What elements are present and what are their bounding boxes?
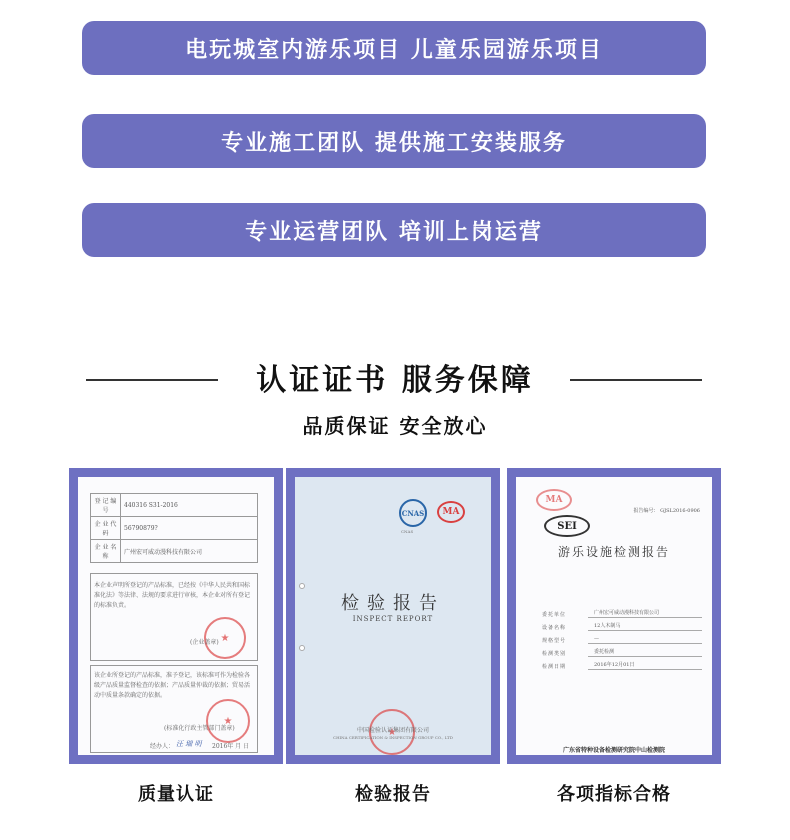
table-row [91,540,258,563]
binder-hole-icon [299,645,305,651]
feature-banner-2: 专业施工团队 提供施工安装服务 [82,114,706,168]
field-key: 检测类别 [542,651,567,657]
report-fields [542,605,702,670]
table-row [91,494,258,517]
report-number: 报告编号： GJSL2016-0906 [633,508,700,514]
section-subtitle: 品质保证 安全放心 [302,414,488,438]
certificate-caption-standards: 各项指标合格 [557,784,671,805]
feature-banner-3: 专业运营团队 培训上岗运营 [82,203,706,257]
row-key: 企 业 代 码 [91,517,121,540]
list-item [542,605,702,618]
table-row [91,517,258,540]
field-value: — [588,636,702,644]
cnas-logo-caption: CNAS [401,529,414,534]
row-key: 企 业 名 称 [91,540,121,563]
field-value: 2016年12月01日 [588,661,702,670]
certificate-caption-inspection: 检验报告 [355,784,431,805]
declaration-text: 本企业声明所登记的产品标准，已经按《中华人民共和国标准化法》等法律、法规的要求进行审核，本企业对所有登记的标准负责。 [94,582,251,609]
issue-date: 2016年 月 日 [212,743,250,750]
inspection-report-cover [295,477,491,755]
certificate-document [78,477,274,755]
row-value: 广州宏可威动漫科技有限公司 [121,540,258,563]
issuing-organization-en: CHINA CERTIFICATION & INSPECTION GROUP CO., LTD [333,735,453,740]
registration-table [90,493,258,563]
issuing-organization: 中国检验认证集团有限公司 [356,727,429,734]
handler-label: 经办人： [150,743,175,750]
field-value: 12人木制马 [588,622,702,631]
ma-stamp-icon: MA [536,489,572,511]
company-seal-label: (企业盖章) [190,639,219,646]
field-key: 委托单位 [542,612,567,618]
section-title: 认证证书 服务保障 [256,363,534,398]
list-item [542,631,702,644]
field-key: 设备名称 [542,625,567,631]
authority-seal-icon [206,699,250,743]
report-title: 游乐设施检测报告 [557,545,670,559]
feature-banner-1: 电玩城室内游乐项目 儿童乐园游乐项目 [82,21,706,75]
cnas-logo-icon: CNAS [399,499,427,527]
certificate-card-quality[interactable] [69,468,283,764]
ma-logo-icon: MA [437,501,465,523]
row-value: 440316 S31-2016 [121,494,258,517]
report-subtitle: INSPECT REPORT [352,615,434,623]
list-item [542,618,702,631]
certificate-card-standards[interactable] [507,468,721,764]
list-item [542,644,702,657]
field-key: 规格型号 [542,638,567,644]
certificate-caption-quality: 质量认证 [138,784,214,805]
field-value: 委托检测 [588,648,702,657]
test-report-cover [516,477,712,755]
handler-signature: 汪 瑞 明 [176,740,202,748]
title-rule-right [570,379,702,381]
certificate-card-inspection[interactable] [286,468,500,764]
field-value: 广州宏可威动漫科技有限公司 [588,609,702,618]
report-title: 检验报告 [341,593,445,614]
field-key: 检测日期 [542,664,567,670]
approval-text: 该企业所登记的产品标准，准予登记，该标准可作为检验各级产品质量监督检查的依据；产品质量仲裁的依据；贸易活动中质量条款确定的依据。 [94,672,251,699]
row-key: 登 记 编 号 [91,494,121,517]
row-value: 56790879? [121,517,258,540]
issuing-organization: 广东省特种设备检测研究院中山检测院 [562,747,665,754]
list-item [542,657,702,670]
sei-logo-icon: SEI [544,515,590,537]
authority-seal-label: (标准化行政主管部门盖章) [164,725,235,732]
